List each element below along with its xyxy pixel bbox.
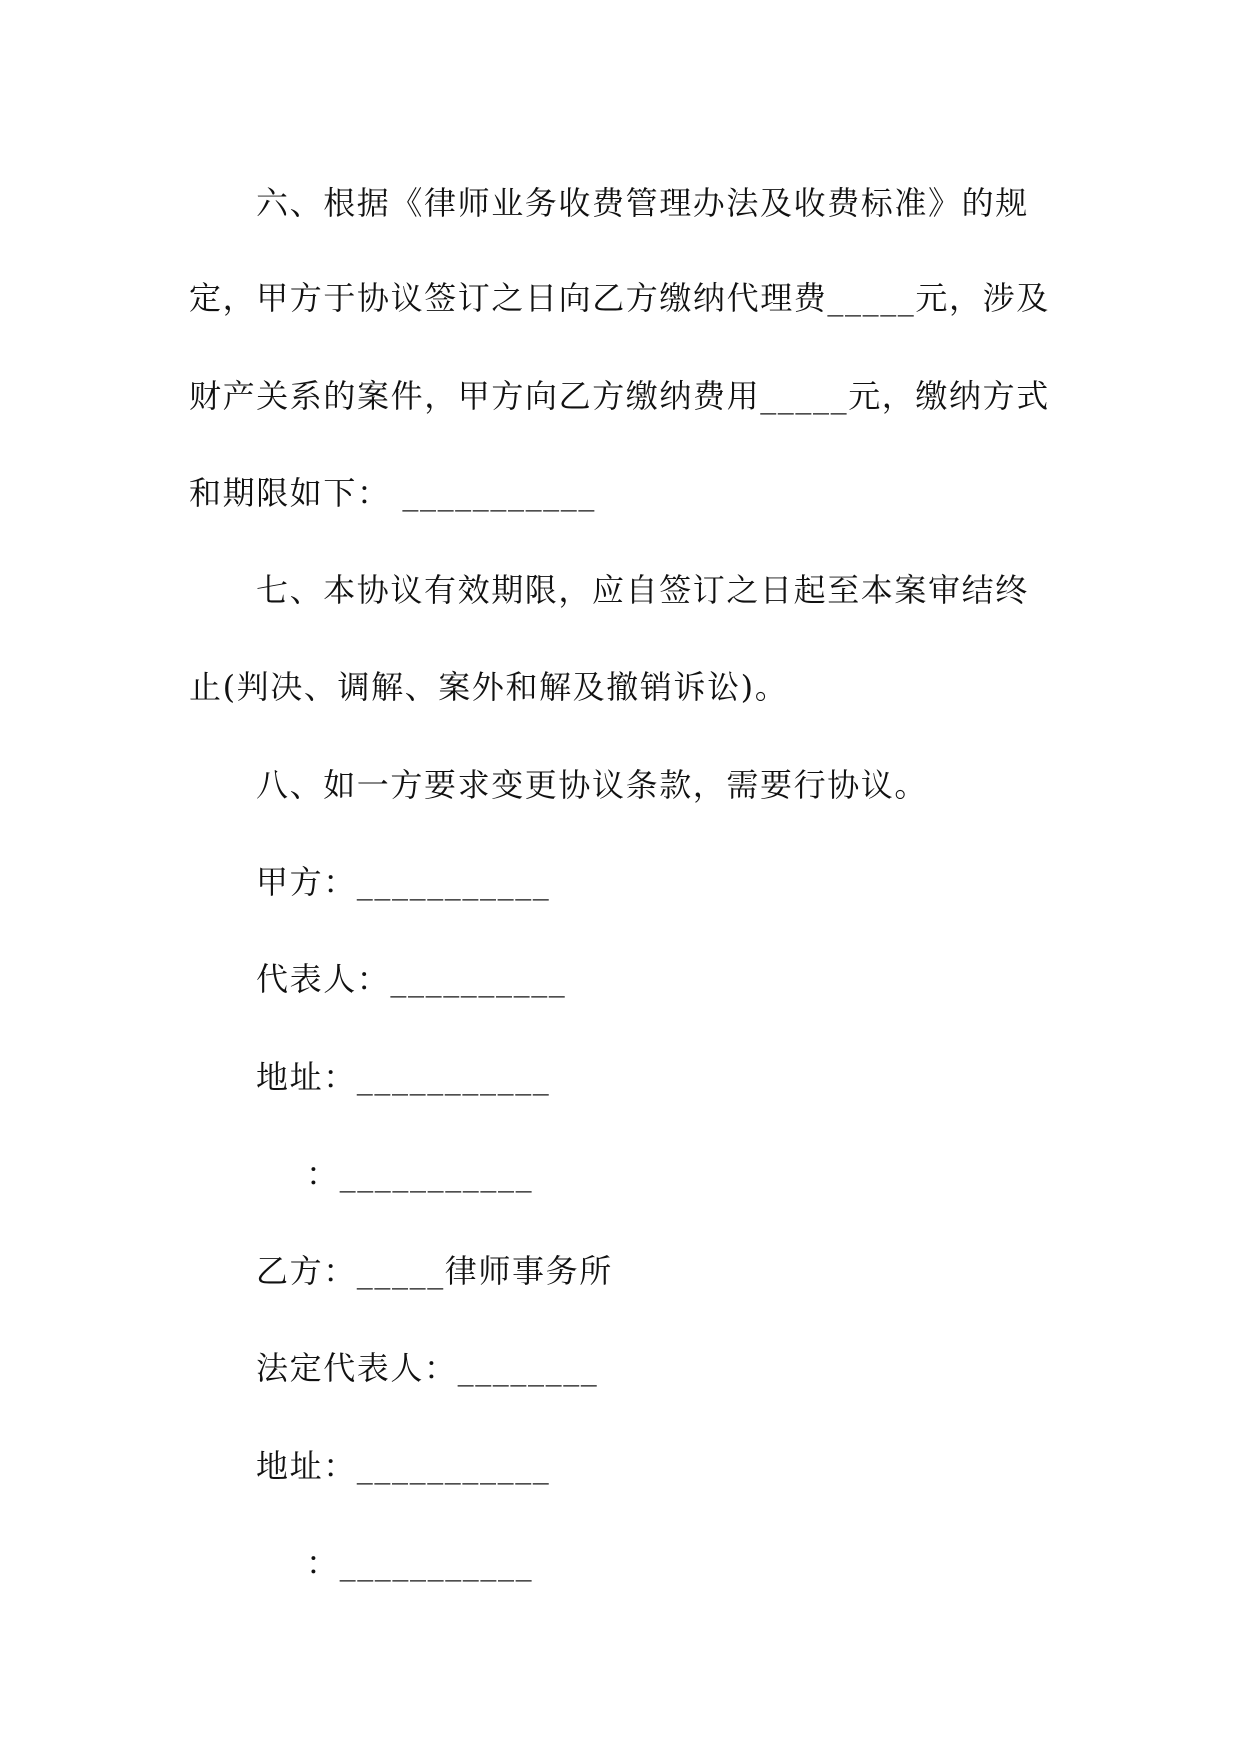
clause-6-line-3: 财产关系的案件，甲方向乙方缴纳费用_____元，缴纳方式 — [189, 377, 1050, 415]
party-a-blank-field: ：___________ — [306, 1155, 534, 1193]
clause-6-line-2: 定，甲方于协议签订之日向乙方缴纳代理费_____元，涉及 — [189, 279, 1050, 317]
party-b-address: 地址：___________ — [256, 1447, 551, 1485]
party-b-legal-representative: 法定代表人：________ — [256, 1349, 599, 1387]
clause-8-line-1: 八、如一方要求变更协议条款，需要行协议。 — [256, 766, 929, 804]
party-b-blank-field: ：___________ — [306, 1544, 534, 1582]
clause-6-line-1: 六、根据《律师业务收费管理办法及收费标准》的规 — [256, 184, 1029, 222]
party-a-name: 甲方：___________ — [256, 863, 551, 901]
clause-7-line-1: 七、本协议有效期限，应自签订之日起至本案审结终 — [256, 571, 1029, 609]
clause-6-line-4: 和期限如下： ___________ — [189, 474, 596, 512]
party-a-representative: 代表人：__________ — [256, 960, 567, 998]
clause-7-line-2: 止(判决、调解、案外和解及撤销诉讼)。 — [189, 668, 789, 706]
party-a-address: 地址：___________ — [256, 1058, 551, 1096]
party-b-name: 乙方：_____律师事务所 — [256, 1252, 613, 1290]
